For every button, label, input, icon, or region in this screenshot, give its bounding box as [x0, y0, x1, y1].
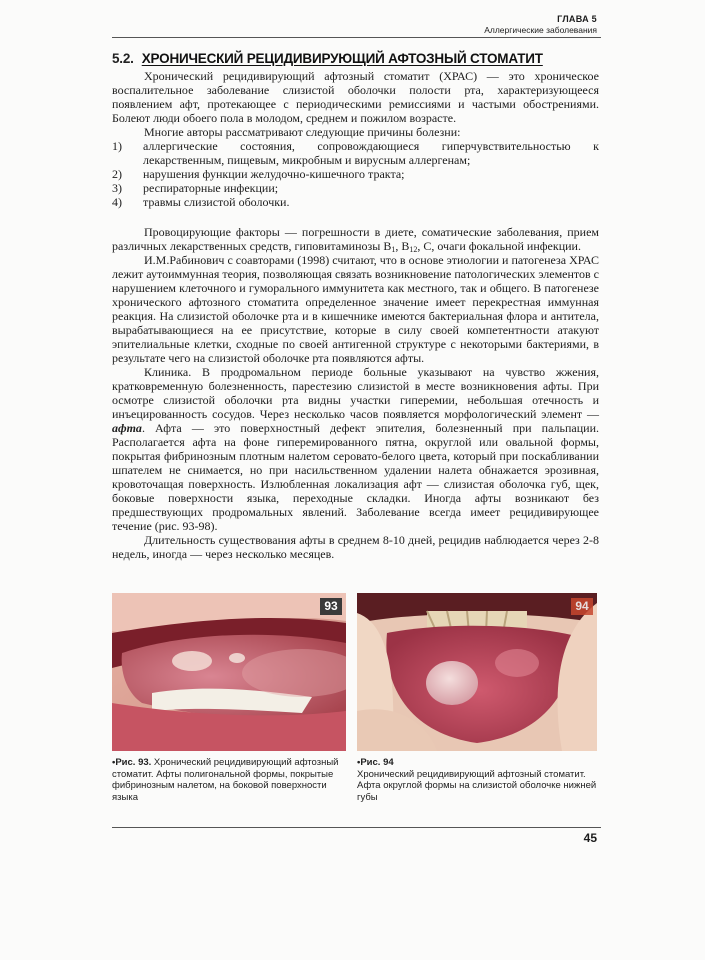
factors-text: Провоцирующие факторы — погрешности в диете, соматические заболевания, прием различных лекарственных средств, гиповитаминозы B — [112, 225, 599, 253]
figure-93-photo — [112, 593, 346, 751]
list-item-text: респираторные инфекции; — [143, 181, 279, 195]
chapter-subtitle: Аллергические заболевания — [484, 25, 597, 35]
photo-tongue-aphthae — [112, 593, 346, 751]
figure-94-caption — [357, 757, 597, 803]
list-item-text: травмы слизистой оболочки. — [143, 195, 290, 209]
factors-paragraph — [112, 225, 599, 253]
body-text — [112, 69, 599, 561]
figure-number-badge: 94 — [571, 598, 593, 615]
subscript: 1 — [391, 245, 396, 254]
factors-text: , C, очаги фокальной инфекции. — [417, 239, 581, 253]
figure-label: •Рис. 93. — [112, 757, 152, 768]
factors-text: , B — [395, 239, 410, 253]
list-item-number: 3) — [112, 181, 122, 195]
page-number: 45 — [583, 831, 597, 845]
list-item — [112, 181, 599, 195]
list-item-number: 1) — [112, 139, 122, 153]
section-title: ХРОНИЧЕСКИЙ РЕЦИДИВИРУЮЩИЙ АФТОЗНЫЙ СТОМАТИТ — [141, 51, 543, 66]
footer-rule — [112, 827, 601, 828]
figure-94-photo — [357, 593, 597, 751]
etiology-paragraph: И.М.Рабинович с соавторами (1998) считают, что в основе этиологии и патогенеза ХРАС лежит аутоиммунная теория, позволяющая связать возникновение патологических элементов с нарушением клеточного и гуморального иммунитета как местного, так и общего. В патогенезе хронического афтозного стоматита определенное значение имеет перекрестная иммунная реакция. На слизистой оболочке рта и в кишечнике имеются бактериальная флора и антитела, вырабатывающиеся на ее присутствие, которые в силу своей компетентности атакуют эпителиальные клетки, сходные по своей антигенной структуре с некоторыми бактериями, в результате чего на слизистой оболочке рта появляются афты. — [112, 253, 599, 365]
list-item — [112, 139, 599, 167]
causes-list — [112, 139, 599, 209]
caption-text: Хронический рецидивирующий афтозный стоматит. Афты полигональной формы, покрытые фибринозным налетом, на боковой поверхности языка — [112, 757, 339, 803]
list-item-number: 4) — [112, 195, 122, 209]
subscript: 12 — [409, 245, 418, 254]
header-rule — [112, 37, 601, 38]
duration-paragraph: Длительность существования афты в среднем 8-10 дней, рецидив наблюдается через 2-8 недель, иногда — через несколько месяцев. — [112, 533, 599, 561]
section-heading — [112, 51, 602, 66]
chapter-label: ГЛАВА 5 — [557, 14, 597, 24]
list-item-text: нарушения функции желудочно-кишечного тракта; — [143, 167, 405, 181]
list-item — [112, 195, 599, 209]
term-aphtha: афта — [112, 421, 142, 435]
caption-text: Хронический рецидивирующий афтозный стоматит. Афта округлой формы на слизистой оболочке нижней губы — [357, 768, 597, 803]
list-item-text: аллергические состояния, сопровождающиеся гиперчувствительностью к лекарственным, пищевым, микробным и вирусным аллергенам; — [143, 139, 599, 167]
clinic-text: Клиника. В продромальном периоде больные указывают на чувство жжения, кратковременную болезненность, парестезию слизистой в месте возникновения афты. При осмотре слизистой оболочки рта видны участки гиперемии, небольшая отечность и инъецированность сосудов. Через несколько часов появляется морфологический элемент — — [112, 365, 599, 421]
causes-intro: Многие авторы рассматривают следующие причины болезни: — [144, 125, 461, 139]
figure-93-caption — [112, 757, 346, 803]
section-number: 5.2. — [112, 51, 134, 66]
intro-paragraph: Хронический рецидивирующий афтозный стоматит (ХРАС) — это хроническое воспалительное заболевание слизистой оболочки полости рта, характеризующееся появлением афт, протекающее с периодическими ремиссиями и частыми обострениями. Болеют люди обоего пола в молодом, среднем и пожилом возрасте. — [112, 69, 599, 125]
running-header — [484, 14, 597, 36]
clinic-paragraph — [112, 365, 599, 533]
photo-lower-lip-aphtha — [357, 593, 597, 751]
clinic-text: . Афта — это поверхностный дефект эпителия, болезненный при пальпации. Располагается афта на фоне гиперемированного пятна, округлой или овальной формы, покрытая фибринозным плотным налетом серовато-белого цвета, который при поскабливании шпателем не снимается, но при насильственном удалении налета обнажается эрозивная, кровоточащая поверхность. Излюбленная локализация афт — слизистая оболочка губ, щек, боковые поверхности языка, переходные складки. Иногда афты возникают без предшествующих продромальных явлений. Заболевание всегда имеет рецидивирующее течение (рис. 93-98). — [112, 421, 599, 533]
list-item — [112, 167, 599, 181]
figure-label: •Рис. 94 — [357, 757, 394, 768]
list-item-number: 2) — [112, 167, 122, 181]
figure-number-badge: 93 — [320, 598, 342, 615]
